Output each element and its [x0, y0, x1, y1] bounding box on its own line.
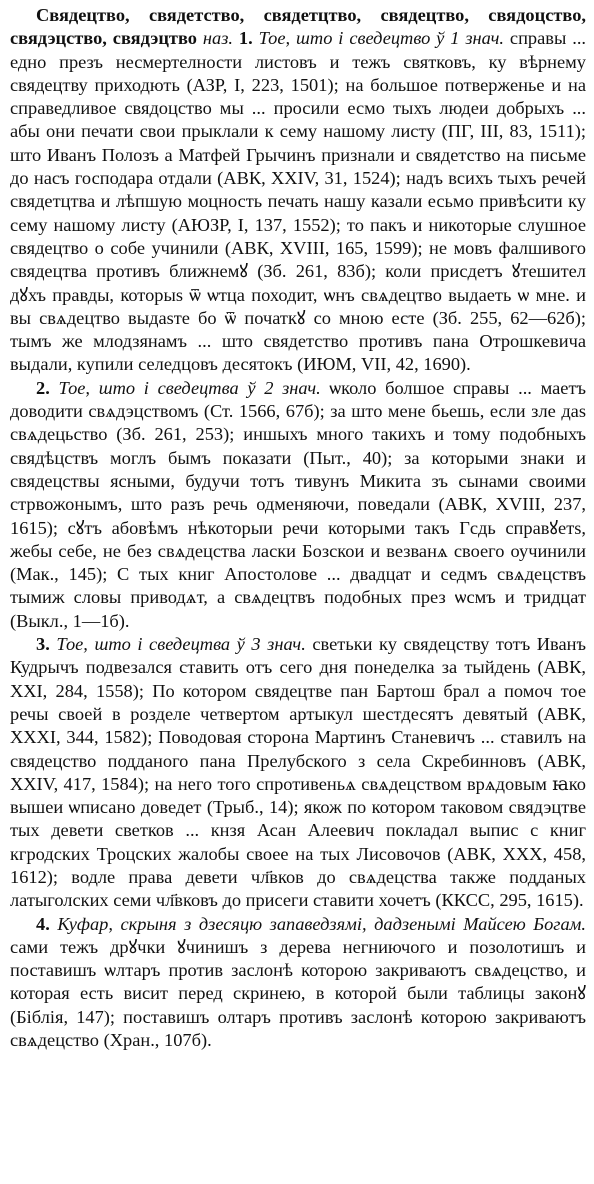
sense-gloss: Тое, што і сведецтво ў 1 знач. [258, 28, 504, 49]
sense-gloss: Куфар, скрыня з дзесяцю запаведзямі, дадзенымі Майсею Богам. [57, 913, 586, 934]
sense-gloss: Тое, што і сведецтва ў 2 знач. [58, 377, 321, 398]
sense-text: сами тежъ дрꙋчки ꙋчинишъ з дерева негниючого и позолотишъ и поставишъ ѡлтаръ против заслонѣ которою закриваютъ свѧдецство, и которая есть висит перед скринею, в которой были таблицы законꙋ (Біблія, 147); поставишъ олтаръ противъ заслонѣ которою закриваютъ свѧдецство (Хран., 107б). [10, 936, 586, 1051]
sense-gloss: Тое, што і сведецтва ў 3 знач. [56, 634, 306, 655]
dictionary-entry [10, 4, 586, 377]
sense-number: 1. [238, 28, 253, 49]
sense-number: 3. [36, 634, 50, 655]
sense-number: 2. [36, 377, 50, 398]
sense-paragraph [10, 377, 586, 633]
sense-paragraph [10, 633, 586, 913]
entry-grammar-label: наз. [202, 28, 233, 49]
sense-paragraph [10, 913, 586, 1053]
sense-text: светьки ку свядецству тотъ Иванъ Кудрычъ подвезался ставить отъ сего дня понеделка за тыйдень (АВК, XXI, 284, 1558); По котором свядецтве пан Бартош брал а помоч тое речы своей в розделе четвертом артыкул шестдесятъ девятый (АВК, XXXI, 344, 1582); Поводовая сторона Мартинъ Станевичъ ... ставилъ на свядецство подданого пана Прелубского з села Скребинновъ (АВК, XXIV, 417, 1584); на него того спротивеньѧ свѧдецством врѧдовым ꙗко вышеи ѡписано доведет (Трыб., 14); якож по котором таковом свядэцтве тых девети светков ... кнзя Асан Алеевич покладал выпис с книг кгродских Троцских жалобы своее на тых Лисовочов (АВК, XXX, 458, 1612); водле права девети чл҃вков до свѧдецства также подданых латыголских семи чл҃вковъ до присеги ставити хочетъ (ККСС, 295, 1615). [10, 634, 587, 911]
sense-text: справы ... едно презъ несмертелности листовъ и тежъ святковъ, ку вѣрнему свядецтву приходють (АЗР, I, 223, 1501); на большое потверженье и на справедливое свядоцство мы ... просили есмо тыхъ людеи добрыхъ ... абы они печати свои прыклали к сему нашому листу (ПГ, III, 83, 1511); што Иванъ Полозъ а Матфей Грычинъ признали и свядетство на письме до насъ господара отдали (АВК, XXIV, 31, 1524); надъ всихъ тыхъ речей свядетцтва и лѣпшую моцность печать нашу казали есьмо привѣсити ку сему нашому листу (АЮЗР, I, 137, 1552); то пакъ и никоторые слушное свядецтво о собе учинили (АВК, XVIII, 165, 1599); не мовъ фалшивого свядецтва противъ ближнемꙋ (Зб. 261, 83б); коли присдетъ ꙋтешител дꙋхъ правды, которыs ѿ ѡтца походит, ѡнъ свѧдецтво выдаеть ѡ мне. и вы свѧдецтво выдаsте бо ѿ початкꙋ со мною есте (Зб. 255, 62—62б); тымъ же млодзянамъ ... што свядетство противъ пана Отрошкевича выдали, купили селедцовъ десятокъ (ИЮМ, VII, 42, 1690). [10, 28, 587, 375]
entry-headword: Свядецтво, свядетство, свядетцтво, свядецтво, свядоцство, свядэцство, свядэцтво [10, 5, 586, 49]
sense-text: ѡколо болшое справы ... маетъ доводити свѧдэцствомъ (Ст. 1566, 67б); за што мене бьешь, если зле даs свѧдецьство (Зб. 261, 253); иншыхъ много такихъ и тому подобныхъ свядѣцствъ моглъ бымъ показати (Пыт., 40); за которыми знаки и свядецствы ясными, будучи тотъ тивунъ Микита зъ сынами своими стрвожонымъ, што разъ речь одменяючи, поведали (АВК, XVIII, 237, 1615); сꙋтъ абовѣмъ нѣкоторыи речи которыми такъ Гсдь справꙋетs, жебы себе, не без свѧдецства ласки Бозскои и везванѧ своего оучинили (Мак., 145); С тых книг Апостолове ... двадцат и седмъ свѧдецствъ тымиж словы приводѧт, а свѧдецтвъ подобных през ѡсмъ и тридцат (Выкл., 1—1б). [10, 377, 586, 631]
sense-number: 4. [36, 913, 50, 934]
